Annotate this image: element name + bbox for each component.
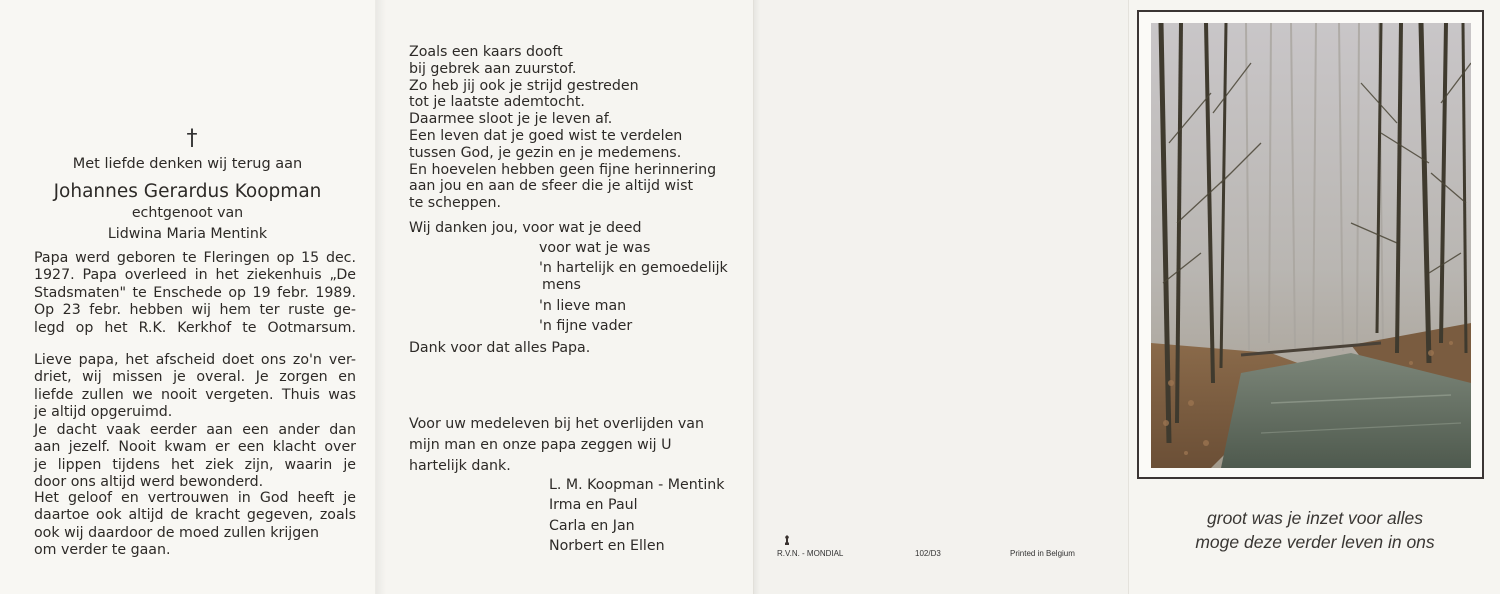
faith-line: ook wij daardoor de moed zullen krijgen	[34, 524, 319, 541]
thanks-intro: Wij danken jou, voor wat je deed	[409, 220, 642, 236]
bio-line: Stadsmaten" te Enschede op 19 febr. 1989.	[34, 284, 356, 301]
middle-panel	[375, 0, 753, 594]
printed-text: Printed in Belgium	[1010, 549, 1075, 558]
signature-name: Norbert en Ellen	[549, 538, 665, 554]
thanks-item: mens	[542, 277, 581, 293]
publisher-text: R.V.N. - MONDIAL	[777, 549, 844, 558]
spouse-name: Lidwina Maria Mentink	[107, 226, 268, 242]
bio-line: legd op het R.K. Kerkhof te Ootmarsum.	[34, 319, 356, 336]
card-code: 102/D3	[915, 549, 941, 558]
relation-text: echtgenoot van	[131, 205, 244, 221]
signature-name: Irma en Paul	[549, 497, 638, 513]
poem-line: tot je laatste ademtocht.	[409, 94, 585, 111]
bio-line: 1927. Papa overleed in het ziekenhuis „De	[34, 267, 356, 284]
back-panel	[753, 0, 1128, 594]
gratitude-line: hartelijk dank.	[409, 458, 511, 474]
faith-paragraph	[34, 490, 356, 560]
left-panel	[0, 0, 375, 594]
forest-stream-photo	[1151, 23, 1471, 468]
poem-line: tussen God, je gezin en je medemens.	[409, 144, 682, 161]
deceased-name: Johannes Gerardus Koopman	[53, 181, 322, 202]
photo-frame	[1137, 10, 1484, 479]
farewell-line: Lieve papa, het afscheid doet ons zo'n ver-	[34, 352, 356, 368]
poem-line: Zo heb jij ook je strijd gestreden	[409, 77, 639, 94]
signature-name: Carla en Jan	[549, 518, 635, 534]
poem	[409, 44, 739, 212]
poem-line: En hoevelen hebben geen fijne herinnering	[409, 161, 717, 178]
publisher-logo-icon	[782, 534, 792, 546]
gratitude-line: Voor uw medeleven bij het overlijden van	[409, 416, 704, 432]
poem-line: aan jou en aan de sfeer die je altijd wist	[409, 178, 694, 195]
character-line: Je dacht vaak eerder aan een ander dan	[34, 422, 356, 438]
bio-line: Op 23 febr. hebben wij hem ter ruste ge-	[34, 302, 356, 319]
quote-line: groot was je inzet voor alles	[1207, 508, 1423, 528]
thanks-item: 'n lieve man	[539, 298, 627, 314]
quote-line: moge deze verder leven in ons	[1195, 532, 1435, 552]
signature-name: L. M. Koopman - Mentink	[549, 477, 725, 493]
bio-line: Papa werd geboren te Fleringen op 15 dec.	[34, 250, 356, 266]
faith-line: Het geloof en vertrouwen in God heeft je	[34, 490, 356, 506]
faith-line: om verder te gaan.	[34, 542, 171, 559]
faith-line: daartoe ook altijd de kracht gegeven, zoals	[34, 507, 356, 524]
farewell-line: je altijd opgeruimd.	[34, 404, 173, 421]
farewell-paragraph	[34, 352, 356, 422]
poem-line: Daarmee sloot je je leven af.	[409, 111, 613, 128]
poem-line: Een leven dat je goed wist te verdelen	[409, 127, 683, 144]
farewell-line: driet, wij missen je overal. Je zorgen en	[34, 369, 356, 386]
thanks-item: 'n fijne vader	[539, 318, 633, 334]
thanks-end: Dank voor dat alles Papa.	[409, 340, 591, 356]
poem-line: bij gebrek aan zuurstof.	[409, 60, 577, 77]
gratitude-line: mijn man en onze papa zeggen wij U	[409, 437, 672, 453]
intro-text: Met liefde denken wij terug aan	[72, 156, 303, 172]
thanks-item: 'n hartelijk en gemoedelijk	[539, 260, 728, 276]
cover-panel	[1128, 0, 1500, 594]
character-line: aan jezelf. Nooit kwam er een klacht over	[34, 439, 356, 456]
character-line: door ons altijd werd bewonderd.	[34, 474, 264, 491]
farewell-line: liefde zullen we nooit vergeten. Thuis was	[34, 386, 356, 403]
poem-line: te scheppen.	[409, 195, 501, 212]
cross-icon: †	[186, 126, 198, 151]
bio-paragraph	[34, 250, 356, 337]
character-line: je lippen tijdens het ziek zijn, waarin je	[34, 456, 356, 473]
thanks-item: voor wat je was	[539, 240, 651, 256]
poem-line: Zoals een kaars dooft	[409, 44, 563, 60]
character-paragraph	[34, 422, 356, 492]
